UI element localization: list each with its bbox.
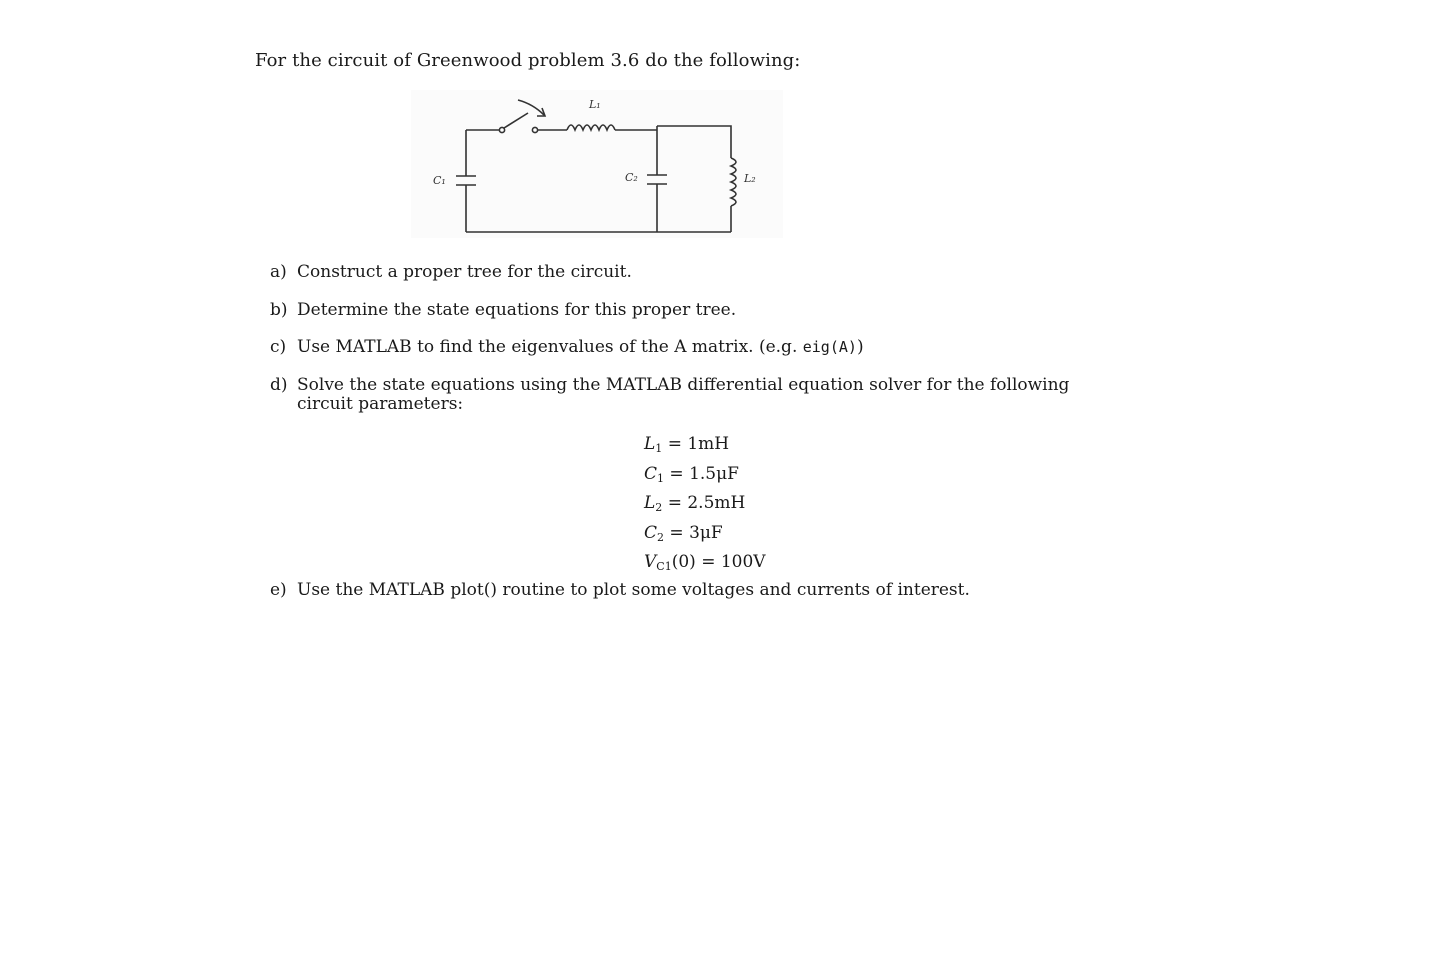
item-b-label: b) [270,300,288,320]
param-l2-symbol: L [644,493,656,513]
param-c2-sub: 2 [657,530,665,544]
circuit-diagram [411,90,783,238]
label-c1: C₁ [433,174,446,187]
label-l2: L₂ [744,172,756,185]
label-l1: L₁ [589,98,601,111]
item-d-text: Solve the state equations using the MATLAB differential equation solver for the following [297,375,1070,395]
item-a-label: a) [270,262,287,282]
item-b-text: Determine the state equations for this proper tree. [297,300,737,320]
parameter-list [644,432,766,580]
param-c2 [644,521,766,551]
item-d-label: d) [270,375,288,395]
item-e [270,581,1100,600]
switch-contact-left [499,127,504,132]
param-l1-value: = 1mH [667,434,730,454]
param-vc1-symbol: V [644,552,657,572]
param-l2-value: = 2.5mH [667,493,746,513]
param-l1-sub: 1 [655,442,663,455]
item-e-text: Use the MATLAB plot() routine to plot some voltages and currents of interest. [297,580,970,600]
param-vc1 [644,550,766,580]
param-c2-symbol: C [644,522,658,543]
item-c-text-after: ) [856,337,864,357]
item-c-code: eig(A) [802,338,857,356]
item-d [270,376,1100,414]
item-b [270,301,1100,320]
param-vc1-value: = 100V [701,552,766,572]
param-c1-symbol: C [644,463,658,484]
item-c [270,338,1100,357]
item-c-label: c) [270,337,287,357]
param-l1 [644,432,766,462]
param-c1 [644,462,766,492]
param-l2 [644,491,766,521]
label-c2: C₂ [625,171,638,184]
item-d-text-cont: circuit parameters: [297,394,464,414]
param-vc1-suffix: (0) [671,552,696,572]
item-a [270,263,1100,282]
switch-contact-right [532,127,537,132]
param-c1-sub: 1 [657,471,665,485]
param-c1-value: = 1.5μF [669,463,739,484]
item-a-text: Construct a proper tree for the circuit. [297,262,632,282]
problem-intro: For the circuit of Greenwood problem 3.6 do the following: [255,50,801,71]
item-c-text: Use MATLAB to find the eigenvalues of the A matrix. (e.g. [297,337,803,357]
param-vc1-sub: C1 [656,560,672,573]
param-c2-value: = 3μF [669,522,723,543]
param-l2-sub: 2 [655,501,663,514]
param-l1-symbol: L [644,434,656,454]
item-e-label: e) [270,580,287,600]
